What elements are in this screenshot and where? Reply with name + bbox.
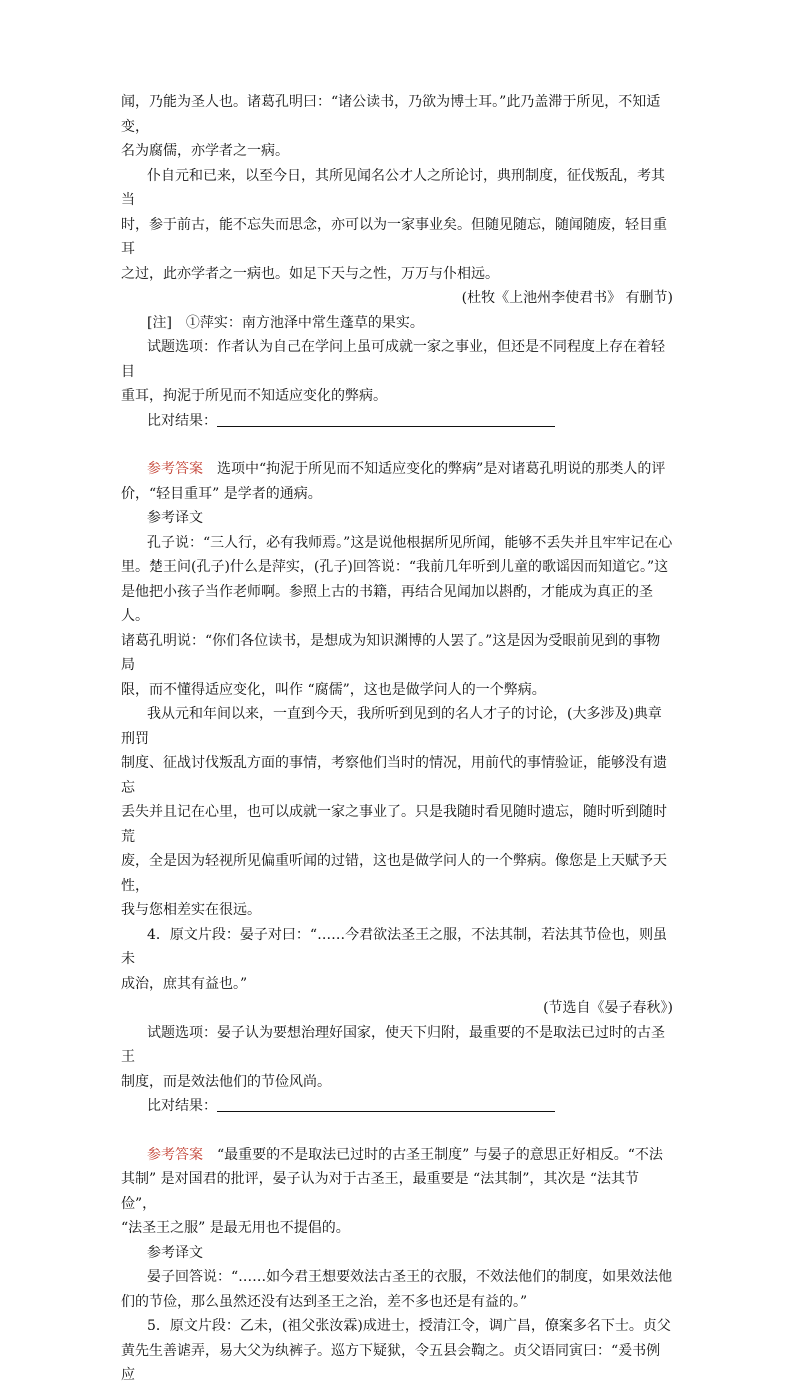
translation-line: 限，而不懂得适应变化，叫作 “腐儒”，这也是做学问人的一个弊病。 (121, 681, 546, 698)
answer-label: 参考答案 (147, 1146, 203, 1163)
text-line: 之过，此亦学者之一病也。如足下天与之性，万万与仆相远。 (121, 265, 499, 282)
answer-blank[interactable] (217, 410, 555, 427)
translation-line: 制度、征战讨伐叛乱方面的事情，考察他们当时的情况，用前代的事情验证，能够没有遗忘 (121, 755, 667, 796)
source-citation: (节选自《晏子春秋》) (543, 1000, 673, 1016)
answer-text: “最重要的不是取法已过时的古圣王制度” 与晏子的意思正好相反。“不法 (203, 1146, 663, 1163)
translation-line: 是他把小孩子当作老师啊。参照上古的书籍，再结合见闻加以斟酌，才能成为真正的圣人。 (121, 583, 653, 624)
question-line: 成治，庶其有益也。” (121, 975, 248, 992)
text-line: 闻，乃能为圣人也。诸葛孔明曰：“诸公读书，乃欲为博士耳。”此乃盖滞于所见，不知适变， (121, 94, 661, 135)
translation-title: 参考译文 (147, 1244, 203, 1261)
answer-line: 其制” 是对国君的批评，晏子认为对于古圣王，最重要是 “法其制”，其次是 “法其节俭”， (121, 1171, 639, 1212)
question-line: 黄先生善谑弄，易大父为纨裤子。巡方下疑狱，令五县会鞫之。贞父语同寅曰：“爰书例应 (121, 1342, 661, 1383)
translation-line: 废，全是因为轻视所见偏重听闻的过错，这也是做学问人的一个弊病。像您是上天赋予天性， (121, 853, 667, 894)
question-option: 重耳，拘泥于所见而不知适应变化的弊病。 (121, 388, 387, 404)
text-line: 时，参于前古，能不忘失而思念，亦可以为一家事业矣。但随见随忘，随闻随废，轻目重耳 (121, 216, 667, 257)
translation-title: 参考译文 (147, 510, 203, 526)
compare-result-row (121, 1094, 673, 1119)
compare-result-row (121, 409, 673, 434)
translation-line: 晏子回答说：“……如今君王想要效法古圣王的衣服，不效法他们的制度，如果效法他 (147, 1269, 673, 1285)
translation-line: 们的节俭，那么虽然还没有达到圣王之治，差不多也还是有益的。” (121, 1293, 528, 1310)
question-option: 试题选项：晏子认为要想治理好国家，使天下归附，最重要的不是取法已过时的古圣王 (121, 1024, 665, 1065)
translation-line: 孔子说：“三人行，必有我师焉。”这是说他根据所见所闻，能够不丢失并且牢牢记在心 (147, 534, 673, 551)
answer-line (121, 1143, 673, 1168)
translation-line: 丢失并且记在心里，也可以成就一家之事业了。只是我随时看见随时遗忘，随时听到随时荒 (121, 804, 667, 845)
source-citation: (杜牧《上池州李使君书》 有删节) (461, 290, 673, 306)
footnote: [注] ①萍实：南方池泽中常生蓬草的果实。 (147, 314, 424, 331)
document-page (121, 90, 673, 1388)
question-option: 制度，而是效法他们的节俭风尚。 (121, 1073, 331, 1090)
answer-line: “法圣王之服” 是最无用也不提倡的。 (121, 1220, 350, 1236)
answer-line: 价，“轻目重耳” 是学者的通病。 (121, 485, 322, 502)
text-line: 名为腐儒，亦学者之一病。 (121, 143, 289, 159)
compare-label: 比对结果： (147, 412, 217, 429)
answer-blank[interactable] (217, 1095, 555, 1112)
question-option: 试题选项：作者认为自己在学问上虽可成就一家之事业，但还是不同程度上存在着轻目 (121, 339, 665, 380)
translation-line: 我从元和年间以来，一直到今天，我所听到见到的名人才子的讨论，(大多涉及)典章刑罚 (121, 706, 662, 747)
translation-line: 诸葛孔明说：“你们各位读书，是想成为知识渊博的人罢了。”这是因为受眼前见到的事物局 (121, 632, 661, 673)
question-line: 5．原文片段：乙未，(祖父张汝霖)成进士，授清江令，调广昌，僚案多名下士。贞父 (147, 1318, 671, 1334)
text-line: 仆自元和已来，以至今日，其所见闻名公才人之所论讨，典刑制度，征伐叛乱，考其当 (121, 167, 665, 208)
answer-text: 选项中“拘泥于所见而不知适应变化的弊病”是对诸葛孔明说的那类人的评 (203, 461, 666, 477)
translation-line: 我与您相差实在很远。 (121, 902, 261, 918)
compare-label: 比对结果： (147, 1098, 217, 1114)
answer-label: 参考答案 (147, 461, 203, 477)
answer-line (121, 457, 673, 482)
question-line: 4．原文片段：晏子对曰：“……今君欲法圣王之服，不法其制，若法其节俭也，则虽未 (121, 926, 668, 967)
translation-line: 里。楚王问(孔子)什么是萍实，(孔子)回答说：“我前几年听到儿童的歌谣因而知道它。”这 (121, 559, 669, 575)
